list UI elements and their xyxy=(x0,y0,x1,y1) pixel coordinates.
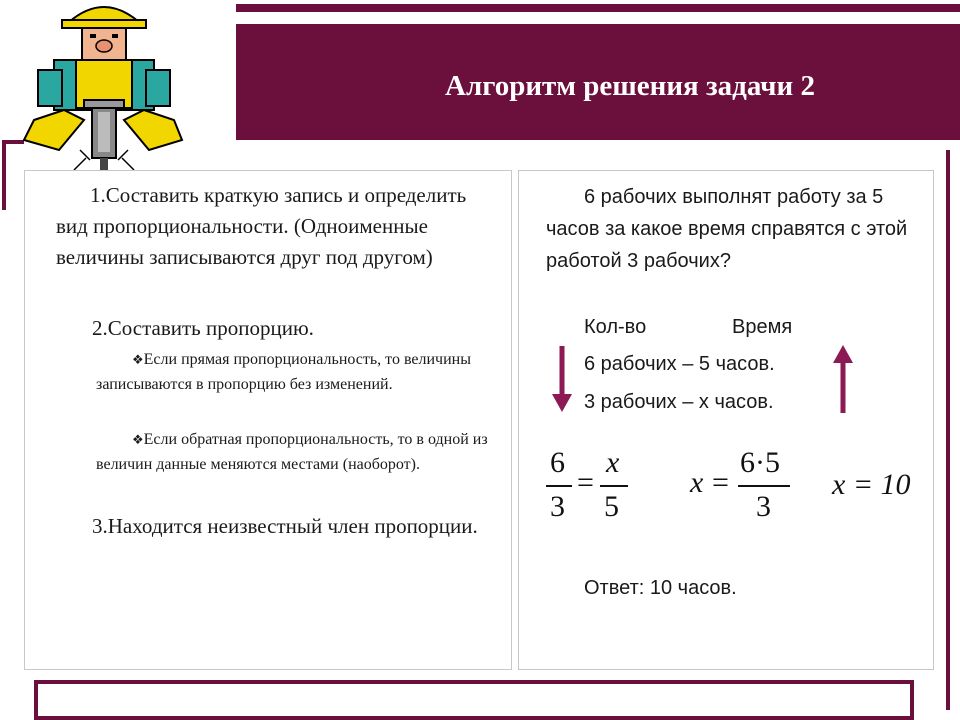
eq1-numerator-2: x xyxy=(606,446,620,479)
eq1-fraction-bar-2 xyxy=(600,485,628,487)
arrow-up-icon xyxy=(831,343,855,415)
worker-with-jackhammer-icon xyxy=(14,0,189,175)
bullet-1-text: Если прямая пропорциональность, то величины записываются в пропорцию без изменений. xyxy=(96,351,471,393)
eq1-denominator-1: 3 xyxy=(550,490,565,523)
page-title: Алгоритм решения задачи 2 xyxy=(445,70,815,102)
bullet-2-text: Если обратная пропорциональность, то в одной из величин данные меняются местами (наоборот). xyxy=(96,431,488,473)
answer-text: Ответ: 10 часов. xyxy=(584,577,737,599)
eq1-fraction-bar-1 xyxy=(546,485,572,487)
column-time: Время xyxy=(732,316,793,338)
top-accent-line xyxy=(236,4,960,12)
eq2-fraction-bar xyxy=(738,485,790,487)
eq2-equals: = xyxy=(712,466,729,499)
outer-frame-right xyxy=(936,150,950,710)
step-1: 1.Составить краткую запись и определить вид пропорциональности. (Одноименные величины записываются друг под другом) xyxy=(56,183,467,269)
eq2-lhs: x xyxy=(690,466,704,499)
data-row-2: 3 рабочих – х часов. xyxy=(584,391,774,413)
bullet-1 xyxy=(96,347,500,397)
problem-text: 6 рабочих выполнят работу за 5 часов за какое время справятся с этой работой 3 рабочих? xyxy=(546,186,908,272)
bottom-frame xyxy=(34,680,914,720)
eq2-numerator: 6·5 xyxy=(740,446,780,479)
bullet-symbol: ❖ xyxy=(132,432,144,447)
eq2-denominator: 3 xyxy=(756,490,771,523)
bullet-symbol: ❖ xyxy=(132,352,144,367)
arrow-down-icon xyxy=(550,344,574,414)
bullet-2 xyxy=(96,427,496,477)
step-2: 2.Составить пропорцию. xyxy=(92,316,314,340)
eq1-numerator-1: 6 xyxy=(550,446,565,479)
step-3: 3.Находится неизвестный член пропорции. xyxy=(92,514,478,538)
column-quantity: Кол-во xyxy=(584,316,647,338)
eq3-result: x = 10 xyxy=(832,468,911,501)
eq1-denominator-2: 5 xyxy=(604,490,619,523)
eq1-equals: = xyxy=(577,466,594,499)
data-row-1: 6 рабочих – 5 часов. xyxy=(584,353,775,375)
